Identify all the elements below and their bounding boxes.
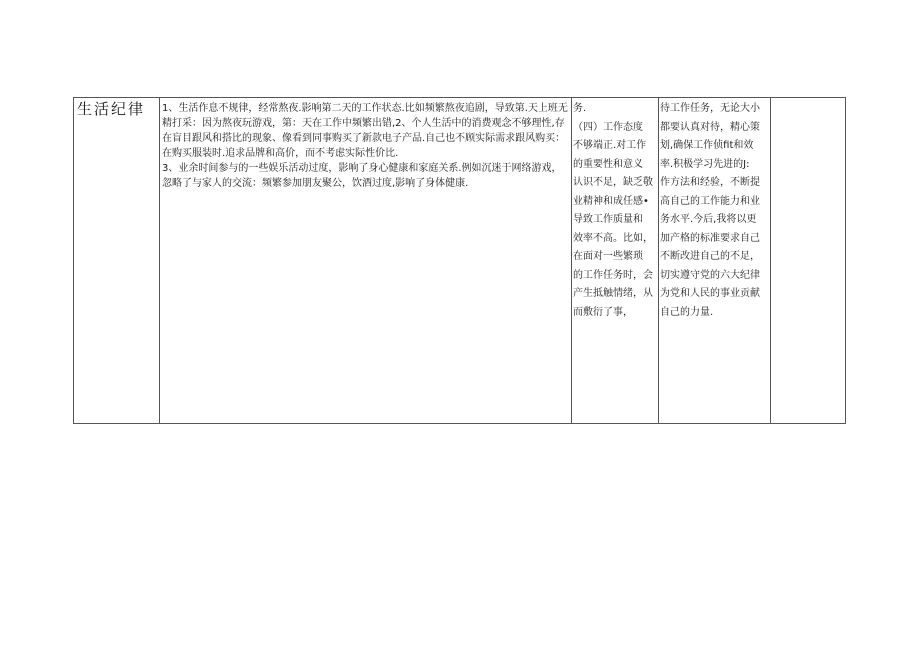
empty-cell bbox=[771, 98, 846, 424]
analysis-cell bbox=[572, 98, 659, 424]
table-row bbox=[74, 98, 846, 424]
problem-description-text: 1、生活作息不规律，经常熬夜.影响第二天的工作状态.比如频繁熬夜追剧，导致第.天上班无精打采：因为熬夜玩游戏，第：天在工作中频繁出错,2、个人生活中的消费观念不够理性,存在盲目跟风和搭比的现象、像看到同事购买了新款电子产品.自己也不顾实际需求跟风购买：在购买服装时.追求品牌和高价，而不考虑实际性价比. 3、业余时间参与的一些娱乐活动过度，影响了身心健康和家庭关系.例如沉迷于网络游戏，忽略了与家人的交流：频繁参加朋友聚公，饮酒过度,影响了身体健康. bbox=[162, 103, 568, 189]
row-label-cell bbox=[74, 98, 160, 424]
row-label: 生活纪律 bbox=[77, 100, 146, 118]
discipline-table bbox=[73, 97, 846, 424]
improvement-cell bbox=[659, 98, 771, 424]
improvement-text: 待工作任务，无论大小 都要认真对待，精心策 划,确保工作侦fit和效 率.积极学习先进的J: 作方法和经验，不断提 高自己的工作能力和业 务水平.今后,我将以更 加产格的标准要求自己 不断改进自己的不足， 切实遵守党的六大纪律 为党和人民的事业贡献 自己的力量. bbox=[660, 103, 760, 318]
analysis-text: 务. （四）工作态度 不够端正.对工作 的重要性和意义 认识不足，缺乏敬 业精神和成任感• 导致工作质量和 效率不高。比如， 在面对一些繁琐 的工作任务时，会 产生抵触情绪，从 而敷衍了事， bbox=[573, 103, 653, 318]
problem-description-cell bbox=[160, 98, 572, 424]
